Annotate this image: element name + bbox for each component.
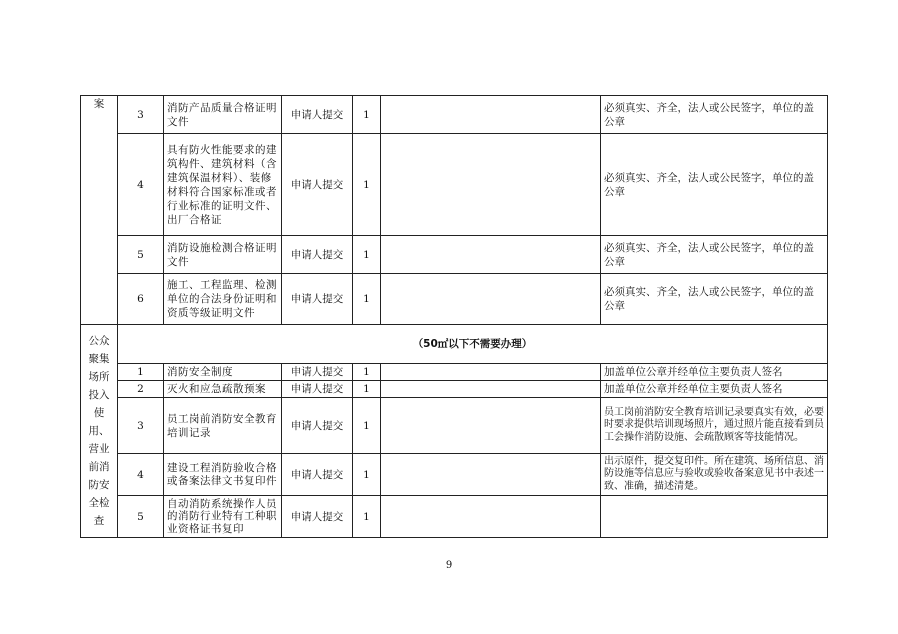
blank-cell <box>381 96 601 134</box>
note-cell: 必须真实、齐全，法人或公民签字，单位的盖公章 <box>601 134 828 236</box>
note-cell: 员工岗前消防安全教育培训记录要真实有效，必要时要求提供培训现场照片，通过照片能直接看到员工会操作消防设施、会疏散顾客等技能情况。 <box>601 398 828 454</box>
blank-cell <box>381 381 601 398</box>
document-name: 自动消防系统操作人员的消防行业特有工种职业资格证书复印 <box>164 496 282 538</box>
copies-cell: 1 <box>353 236 381 274</box>
copies-cell: 1 <box>353 96 381 134</box>
source-cell: 申请人提交 <box>282 398 353 454</box>
table-row <box>81 496 828 538</box>
source-cell: 申请人提交 <box>282 236 353 274</box>
blank-cell <box>381 236 601 274</box>
copies-cell: 1 <box>353 134 381 236</box>
copies-cell: 1 <box>353 496 381 538</box>
row-number: 5 <box>118 236 164 274</box>
table-row <box>81 454 828 496</box>
note-cell: 加盖单位公章并经单位主要负责人签名 <box>601 364 828 381</box>
table-row <box>81 398 828 454</box>
page-number: 9 <box>445 560 453 571</box>
note-cell: 加盖单位公章并经单位主要负责人签名 <box>601 381 828 398</box>
document-name: 消防设施检测合格证明文件 <box>164 236 282 274</box>
section-label: 公众聚集场所投入使用、营业前消防安全检查 <box>81 325 118 538</box>
source-cell: 申请人提交 <box>282 454 353 496</box>
source-cell: 申请人提交 <box>282 364 353 381</box>
row-number: 3 <box>118 398 164 454</box>
notice-text: （50㎡以下不需要办理） <box>118 325 828 364</box>
row-number: 3 <box>118 96 164 134</box>
copies-cell: 1 <box>353 454 381 496</box>
blank-cell <box>381 364 601 381</box>
copies-cell: 1 <box>353 381 381 398</box>
blank-cell <box>381 134 601 236</box>
row-number: 5 <box>118 496 164 538</box>
blank-cell <box>381 496 601 538</box>
row-number: 6 <box>118 274 164 325</box>
blank-cell <box>381 454 601 496</box>
document-name: 消防安全制度 <box>164 364 282 381</box>
document-name: 施工、工程监理、检测单位的合法身份证明和资质等级证明文件 <box>164 274 282 325</box>
copies-cell: 1 <box>353 274 381 325</box>
source-cell: 申请人提交 <box>282 96 353 134</box>
blank-cell <box>381 398 601 454</box>
note-cell <box>601 496 828 538</box>
row-number: 4 <box>118 454 164 496</box>
table-row <box>81 274 828 325</box>
table-row <box>81 236 828 274</box>
requirements-table <box>80 95 828 538</box>
section-label: 案 <box>81 96 118 325</box>
document-name: 消防产品质量合格证明文件 <box>164 96 282 134</box>
document-name: 灭火和应急疏散预案 <box>164 381 282 398</box>
source-cell: 申请人提交 <box>282 496 353 538</box>
notice-row <box>81 325 828 364</box>
document-name: 具有防火性能要求的建筑构件、建筑材料（含建筑保温材料）、装修材料符合国家标准或者行业标准的证明文件、出厂合格证 <box>164 134 282 236</box>
note-cell: 必须真实、齐全，法人或公民签字，单位的盖公章 <box>601 274 828 325</box>
table-row <box>81 364 828 381</box>
document-name: 建设工程消防验收合格或备案法律文书复印件 <box>164 454 282 496</box>
copies-cell: 1 <box>353 398 381 454</box>
source-cell: 申请人提交 <box>282 274 353 325</box>
row-number: 1 <box>118 364 164 381</box>
source-cell: 申请人提交 <box>282 134 353 236</box>
blank-cell <box>381 274 601 325</box>
row-number: 2 <box>118 381 164 398</box>
note-cell: 必须真实、齐全，法人或公民签字，单位的盖公章 <box>601 96 828 134</box>
note-cell: 必须真实、齐全，法人或公民签字，单位的盖公章 <box>601 236 828 274</box>
document-name: 员工岗前消防安全教育培训记录 <box>164 398 282 454</box>
note-cell: 出示原件，提交复印件。所在建筑、场所信息、消防设施等信息应与验收或验收备案意见书中表述一致、准确，描述清楚。 <box>601 454 828 496</box>
source-cell: 申请人提交 <box>282 381 353 398</box>
table-row <box>81 381 828 398</box>
table-row <box>81 134 828 236</box>
row-number: 4 <box>118 134 164 236</box>
table-row <box>81 96 828 134</box>
copies-cell: 1 <box>353 364 381 381</box>
